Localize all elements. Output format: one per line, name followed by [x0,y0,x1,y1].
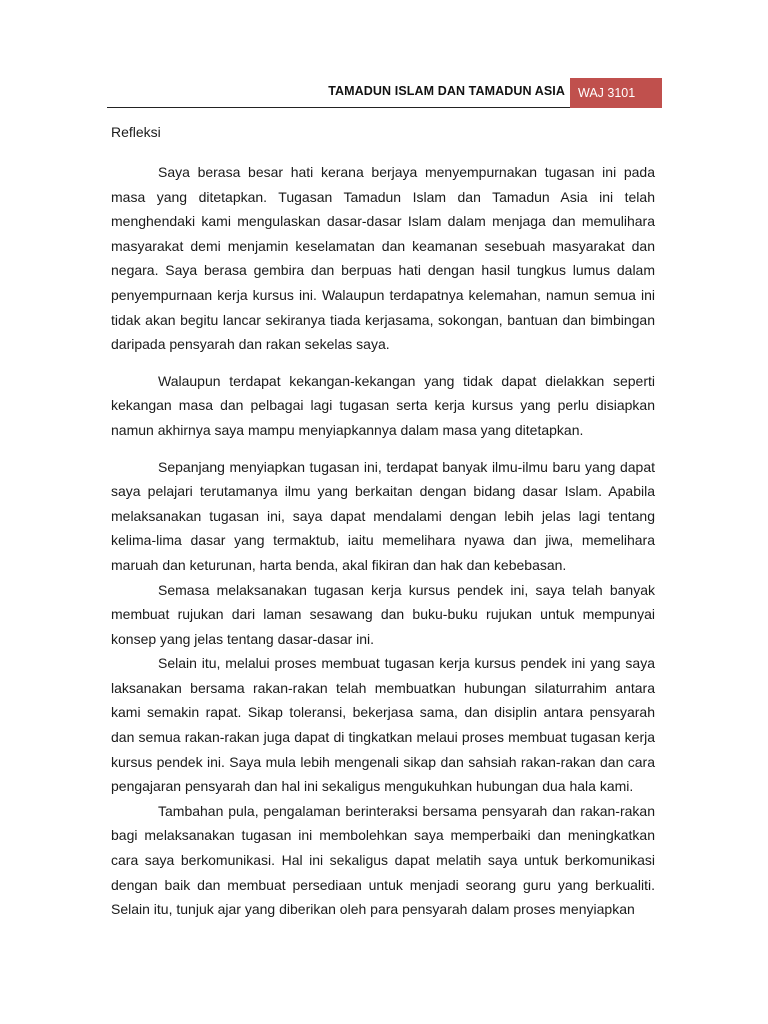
page-header [107,78,662,108]
paragraph: Sepanjang menyiapkan tugasan ini, terdapat banyak ilmu-ilmu baru yang dapat saya pelajari terutamanya ilmu yang berkaitan dengan bidang dasar Islam. Apabila melaksanakan tugasan ini, saya dapat mendalami dengan lebih jelas lagi tentang kelima-lima dasar yang termaktub, iaitu memelihara nyawa dan jiwa, memelihara maruah dan keturunan, harta benda, akal fikiran dan hak dan kebebasan. [111,458,655,573]
paragraph: Tambahan pula, pengalaman berinteraksi bersama pensyarah dan rakan-rakan bagi melaksanakan tugasan ini membolehkan saya memperbaiki dan meningkatkan cara saya berkomunikasi. Hal ini sekaligus dapat melatih saya untuk berkomunikasi dengan baik dan membuat persediaan untuk menjadi seorang guru yang berkualiti. Selain itu, tunjuk ajar yang diberikan oleh para pensyarah dalam proses menyiapkan [111,802,655,918]
section-title: Refleksi [111,124,161,140]
paragraph: Selain itu, melalui proses membuat tugasan kerja kursus pendek ini yang saya laksanakan bersama rakan-rakan telah membuatkan hubungan silaturrahim antara kami semakin rapat. Sikap toleransi, bekerjasa sama, dan disiplin antara pensyarah dan semua rakan-rakan juga dapat di tingkatkan melaui proses membuat tugasan kerja kursus pendek ini. Saya mula lebih mengenali sikap dan sahsiah rakan-rakan dan cara pengajaran pensyarah dan hal ini sekaligus mengukuhkan hubungan dua hala kami. [111,655,655,795]
header-divider [107,107,570,108]
header-title: TAMADUN ISLAM DAN TAMADUN ASIA [328,84,565,98]
body-text [111,160,655,922]
course-code-badge: WAJ 3101 [570,78,662,108]
paragraph: Walaupun terdapat kekangan-kekangan yang tidak dapat dielakkan seperti kekangan masa dan pelbagai lagi tugasan serta kerja kursus yang perlu disiapkan namun akhirnya saya mampu menyiapkannya dalam masa yang ditetapkan. [111,372,655,438]
paragraph: Semasa melaksanakan tugasan kerja kursus pendek ini, saya telah banyak membuat rujukan dari laman sesawang dan buku-buku rujukan untuk mempunyai konsep yang jelas tentang dasar-dasar ini. [111,581,655,647]
paragraph: Saya berasa besar hati kerana berjaya menyempurnakan tugasan ini pada masa yang ditetapkan. Tugasan Tamadun Islam dan Tamadun Asia ini telah menghendaki kami mengulaskan dasar-dasar Islam dalam menjaga dan memulihara masyarakat demi menjamin keselamatan dan keamanan sesebuah masyarakat dan negara. Saya berasa gembira dan berpuas hati dengan hasil tungkus lumus dalam penyempurnaan kerja kursus ini. Walaupun terdapatnya kelemahan, namun semua ini tidak akan begitu lancar sekiranya tiada kerjasama, sokongan, bantuan dan bimbingan daripada pensyarah dan rakan sekelas saya. [111,164,655,353]
